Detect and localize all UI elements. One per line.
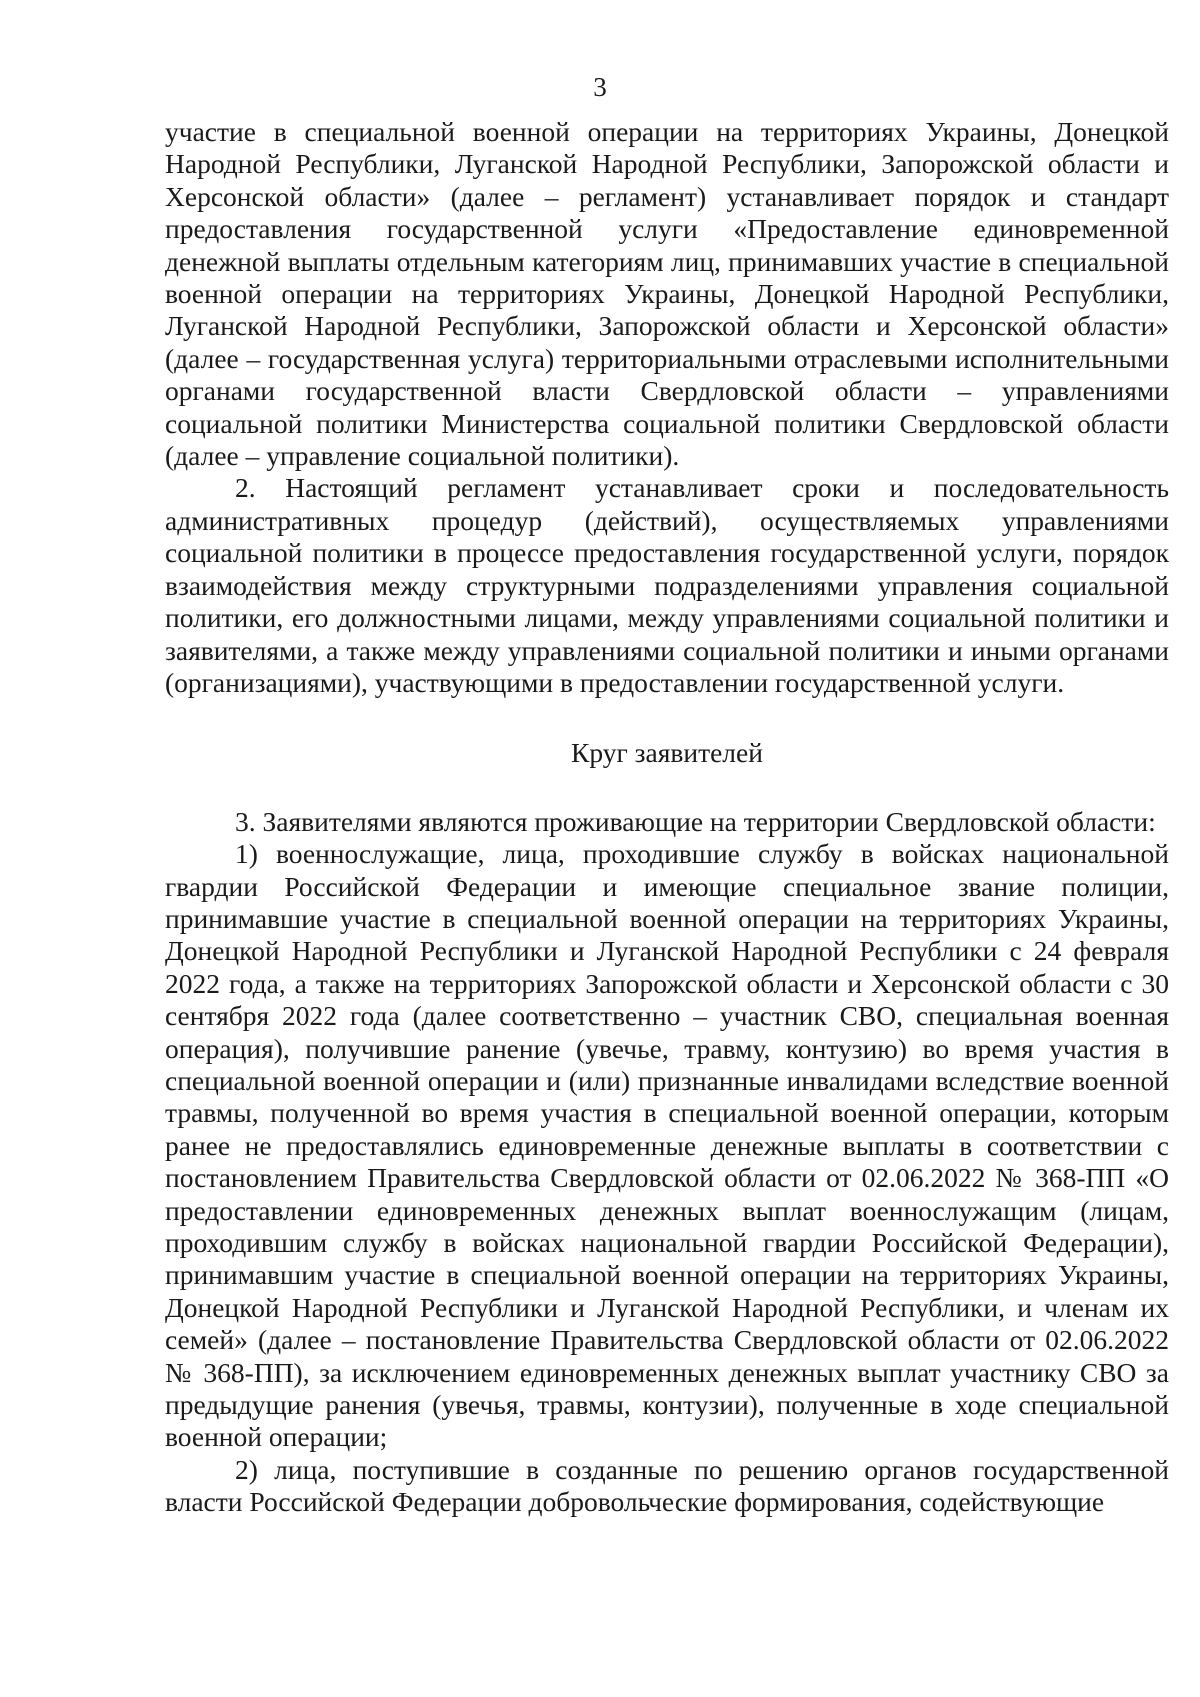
paragraph-item-2: 2. Настоящий регламент устанавливает сроки и последовательность административных процедур (действий), осуществляемых управлениями социальной политики в процессе предоставления государственной услуги, порядок взаимодействия между структурными подразделениями управления социальной политики, его должностными лицами, между управлениями социальной политики и заявителями, а также между управлениями социальной политики и иными органами (организациями), участвующими в предоставлении государственной услуги. <box>165 472 1169 698</box>
paragraph-subitem-2: 2) лица, поступившие в созданные по решению органов государственной власти Российской Федерации добровольческие формирования, содействующие <box>165 1453 1169 1518</box>
section-heading-applicants: Круг заявителей <box>571 737 763 769</box>
paragraph-subitem-1: 1) военнослужащие, лица, проходившие службу в войсках национальной гвардии Российской Федерации и имеющие специальное звание полиции, принимавшие участие в специальной военной операции на территориях Украины, Донецкой Народной Республики и Луганской Народной Республики с 24 февраля 2022 года, а также на территориях Запорожской области и Херсонской области с 30 сентября 2022 года (далее соответственно – участник СВО, специальная военная операция), получившие ранение (увечье, травму, контузию) во время участия в специальной военной операции и (или) признанные инвалидами вследствие военной травмы, полученной во время участия в специальной военной операции, которым ранее не предоставлялись единовременные денежные выплаты в соответствии с постановлением Правительства Свердловской области от 02.06.2022 № 368-ПП «О предоставлении единовременных денежных выплат военнослужащим (лицам, проходившим службу в войсках национальной гвардии Российской Федерации), принимавшим участие в специальной военной операции на территориях Украины, Донецкой Народной Республики и Луганской Народной Республики, и членам их семей» (далее – постановление Правительства Свердловской области от 02.06.2022 № 368-ПП), за исключением единовременных денежных выплат участнику СВО за предыдущие ранения (увечья, травмы, контузии), полученные в ходе специальной военной операции; <box>165 838 1169 1453</box>
paragraph-item-3: 3. Заявителями являются проживающие на территории Свердловской области: <box>235 805 1156 837</box>
paragraph-regulation-scope: участие в специальной военной операции на территориях Украины, Донецкой Народной Республики, Луганской Народной Республики, Запорожской области и Херсонской области» (далее – регламент) устанавливает порядок и стандарт предоставления государственной услуги «Предоставление единовременной денежной выплаты отдельным категориям лиц, принимавших участие в специальной военной операции на территориях Украины, Донецкой Народной Республики, Луганской Народной Республики, Запорожской области и Херсонской области» (далее – государственная услуга) территориальными отраслевыми исполнительными органами государственной власти Свердловской области – управлениями социальной политики Министерства социальной политики Свердловской области (далее – управление социальной политики). <box>165 116 1169 472</box>
page-number: 3 <box>593 72 607 102</box>
document-body <box>165 116 1169 1519</box>
